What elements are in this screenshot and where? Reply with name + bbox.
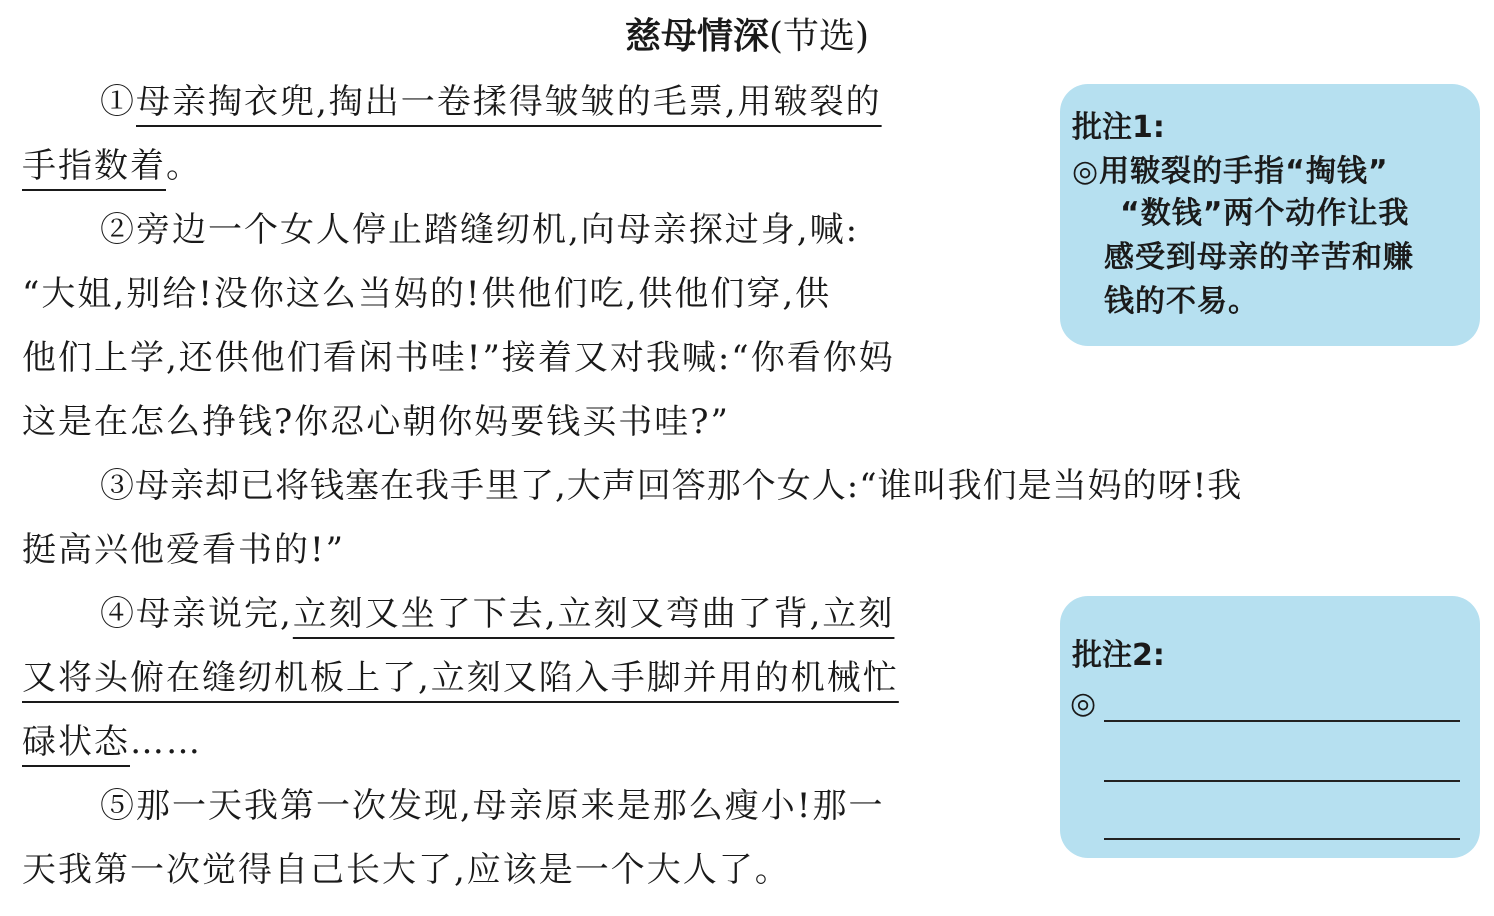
- p2-line4: 这是在怎么挣钱?你忍心朝你妈要钱买书哇?”: [22, 402, 730, 442]
- p4-line2: [22, 656, 899, 700]
- p2-line1: ②旁边一个女人停止踏缝纫机,向母亲探过身,喊:: [100, 210, 860, 250]
- annotation-box-1: [1060, 84, 1480, 346]
- title-main: 慈母情深: [624, 16, 769, 57]
- p5-line1: ⑤那一天我第一次发现,母亲原来是那么瘦小!那一: [100, 786, 885, 826]
- title-sub: (节选): [768, 16, 870, 57]
- annotation-2-blank-line-2[interactable]: [1104, 780, 1460, 782]
- p4-line3: [22, 720, 202, 764]
- p4-line1: [100, 592, 894, 636]
- p1-line1: [100, 80, 882, 124]
- annotation-1-line1: ◎用皲裂的手指“掏钱”: [1072, 154, 1389, 189]
- page-title: [0, 12, 1494, 62]
- p3-line2: 挺高兴他爱看书的!”: [22, 530, 346, 570]
- annotation-1-title: 批注1:: [1072, 110, 1165, 145]
- annotation-1-line2: “数钱”两个动作让我: [1120, 196, 1410, 231]
- annotation-box-2: [1060, 596, 1480, 858]
- p2-line3: 他们上学,还供他们看闲书哇!”接着又对我喊:“你看你妈: [22, 338, 895, 378]
- annotation-2-blank-line-3[interactable]: [1104, 838, 1460, 840]
- annotation-1-line3: 感受到母亲的辛苦和赚: [1104, 240, 1414, 275]
- annotation-2-bullet: ◎: [1070, 686, 1098, 721]
- p4-underlined-text-2: 又将头俯在缝纫机板上了,立刻又陷入手脚并用的机械忙: [22, 658, 899, 698]
- annotation-1-line4: 钱的不易。: [1104, 284, 1259, 319]
- p1-line2: [22, 144, 202, 188]
- p1-underlined-text-1: 母亲掏衣兜,掏出一卷揉得皱皱的毛票,用皲裂的: [136, 82, 882, 122]
- p4-line1-pre: ④母亲说完,: [100, 594, 293, 634]
- p4-underlined-text-3: 碌状态: [22, 722, 130, 762]
- p1-number: ①: [100, 82, 136, 122]
- p1-line2-end: 。: [166, 146, 202, 186]
- p3-line1: ③母亲却已将钱塞在我手里了,大声回答那个女人:“谁叫我们是当妈的呀!我: [100, 466, 1243, 506]
- p1-underlined-text-2: 手指数着: [22, 146, 166, 186]
- annotation-2-blank-line-1[interactable]: [1104, 720, 1460, 722]
- p5-line2: 天我第一次觉得自己长大了,应该是一个大人了。: [22, 850, 791, 890]
- annotation-2-title: 批注2:: [1072, 638, 1165, 673]
- p4-underlined-text-1: 立刻又坐了下去,立刻又弯曲了背,立刻: [292, 594, 895, 634]
- p2-line2: “大姐,别给!没你这么当妈的!供他们吃,供他们穿,供: [22, 274, 832, 314]
- p4-line3-end: ……: [130, 722, 202, 762]
